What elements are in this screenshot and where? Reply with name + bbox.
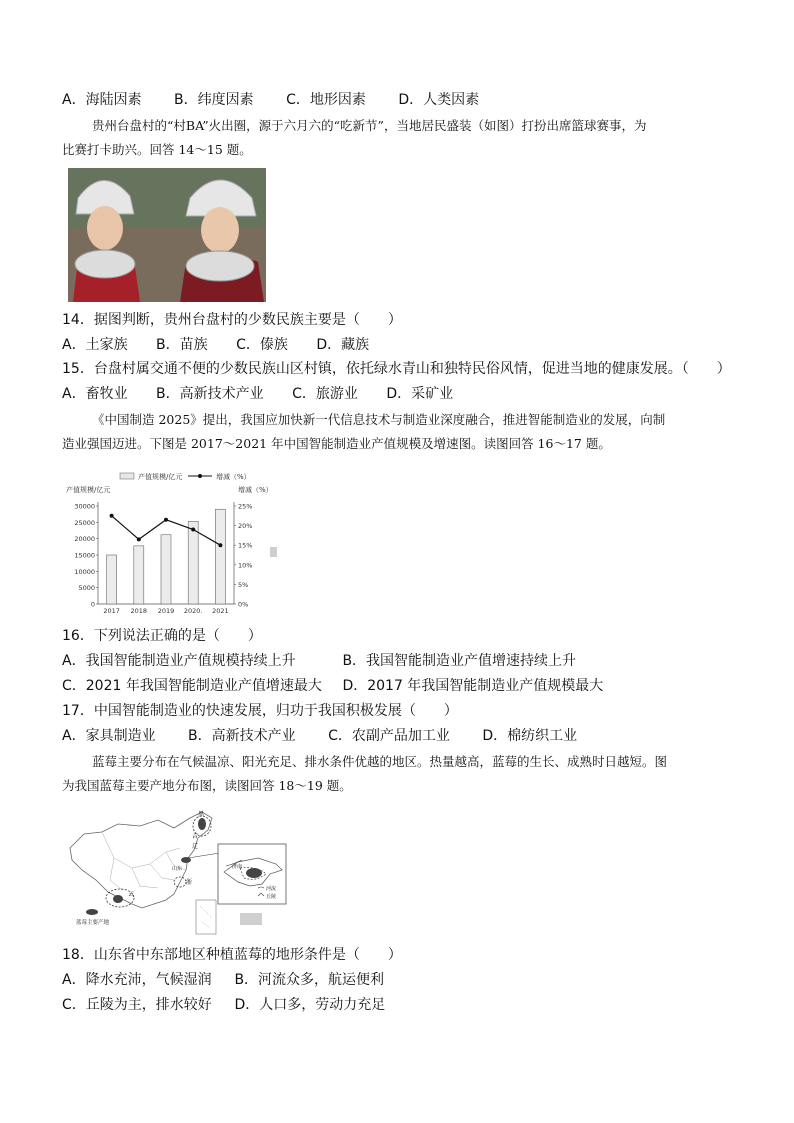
y2-tick-label: 20% [238, 522, 253, 531]
label-hei: 黑 [198, 811, 205, 818]
y-tick-label: 20000 [74, 535, 95, 544]
bar [215, 509, 225, 604]
y2-tick-label: 10% [238, 561, 253, 570]
ethnic-costume-illustration [68, 168, 266, 302]
legend-producing-area-swatch [86, 909, 98, 915]
q13-option-d: D．人类因素 [398, 92, 480, 108]
q17-option-d: D．棉纺织工业 [482, 728, 578, 744]
q15-stem: 15．台盘村属交通不便的少数民族山区村镇，依托绿水青山和独特民俗风情，促进当地的健康发展。（ ） [62, 361, 731, 377]
y-axis-title: 产值规模/亿元 [66, 486, 111, 494]
growth-point [137, 537, 141, 541]
legend-hill-label: 丘陵 [266, 894, 277, 900]
q13-option-a: A．海陆因素 [62, 92, 142, 108]
manufacturing-chart [62, 466, 282, 618]
q13-options [62, 90, 479, 110]
intro-14-15-line2: 比赛打卡助兴。回答 14～15 题。 [62, 142, 252, 157]
x-tick-label: 2017 [103, 607, 120, 615]
legend-river-label: 河流 [266, 886, 277, 892]
legend-producing-area-label: 蓝莓主要产地 [76, 920, 110, 926]
yunnan-area [113, 895, 123, 903]
q18-option-a: A．降水充沛，气候湿润 [62, 972, 212, 988]
x-tick-label: 2019 [157, 607, 175, 615]
shandong-producing-area [246, 868, 262, 878]
q16-option-a: A．我国智能制造业产值规模持续上升 [62, 653, 296, 669]
bar [107, 555, 117, 604]
x-tick-label: 2020. [183, 607, 203, 615]
q16-stem: 16．下列说法正确的是（ ） [62, 628, 262, 644]
bar [188, 521, 198, 604]
northeast-area [198, 818, 206, 830]
q18-option-d: D．人口多，劳动力充足 [234, 997, 386, 1013]
scan-artifact-2 [240, 913, 262, 925]
legend-bar-swatch [120, 473, 134, 479]
scan-artifact [270, 547, 277, 557]
y-tick-label: 25000 [74, 518, 95, 527]
q14-option-a: A．土家族 [62, 337, 128, 353]
q16-option-b: B．我国智能制造业产值增速持续上升 [342, 653, 577, 669]
q16-options-row1 [62, 651, 576, 671]
q15-option-c: C．旅游业 [292, 386, 358, 402]
q14-option-b: B．苗族 [156, 337, 208, 353]
bar [161, 535, 171, 604]
q16-option-d: D．2017 年我国智能制造业产值规模最大 [342, 678, 604, 694]
growth-point [218, 543, 222, 547]
q15-options [62, 384, 453, 404]
growth-point [110, 514, 114, 518]
label-zhe: 浙 [186, 879, 193, 886]
q14-option-d: D．藏族 [316, 337, 370, 353]
q18-stem: 18．山东省中东部地区种植蓝莓的地形条件是（ ） [62, 947, 402, 963]
label-ji: 吉 [192, 833, 199, 840]
y-tick-label: 30000 [74, 502, 95, 511]
label-jinan: 济南 [232, 864, 243, 870]
intro-18-19-line1: 蓝莓主要分布在气候温凉、阳光充足、排水条件优越的地区。热量越高，蓝莓的生长、成熟时日越短。图 [92, 754, 668, 769]
q14-stem: 14．据图判断，贵州台盘村的少数民族主要是（ ） [62, 312, 402, 328]
q17-option-a: A．家具制造业 [62, 728, 156, 744]
legend-line-dot [198, 474, 202, 478]
q17-option-b: B．高新技术产业 [188, 728, 296, 744]
intro-16-17-line1: 《中国制造 2025》提出，我国应加快新一代信息技术与制造业深度融合，推进智能制造业的发展，向制 [92, 412, 666, 427]
q14-option-c: C．傣族 [236, 337, 288, 353]
south-sea-inset [196, 900, 216, 934]
q18-option-c: C．丘陵为主，排水较好 [62, 997, 212, 1013]
q15-option-d: D．采矿业 [386, 386, 454, 402]
q18-option-b: B．河流众多，航运便利 [234, 972, 385, 988]
x-tick-label: 2021 [212, 607, 229, 615]
q16-option-c: C．2021 年我国智能制造业产值增速最大 [62, 678, 322, 694]
intro-14-15-line1: 贵州台盘村的“村BA”火出圈，源于六月六的“吃新节”，当地居民盛装（如图）打扮出席篮球赛事，为 [92, 118, 647, 133]
q13-option-c: C．地形因素 [286, 92, 366, 108]
y-tick-label: 10000 [74, 567, 95, 576]
q18-options-row2 [62, 995, 385, 1015]
q15-option-b: B．高新技术产业 [156, 386, 264, 402]
q13-option-b: B．纬度因素 [174, 92, 254, 108]
y2-tick-label: 15% [238, 541, 253, 550]
intro-16-17-line2: 造业强国迈进。下图是 2017～2021 年中国智能制造业产值规模及增速图。读图回答 16～17 题。 [62, 436, 611, 451]
q15-option-a: A．畜牧业 [62, 386, 128, 402]
y-tick-label: 0 [90, 600, 95, 609]
legend-bar-label: 产值规模/亿元 [138, 473, 183, 481]
y-tick-label: 15000 [74, 551, 95, 560]
x-tick-label: 2018 [130, 607, 148, 615]
label-liao: 辽 [192, 843, 199, 850]
q17-stem: 17．中国智能制造业的快速发展，归功于我国积极发展（ ） [62, 703, 458, 719]
intro-18-19-line2: 为我国蓝莓主要产地分布图，读图回答 18～19 题。 [62, 778, 352, 793]
q18-options-row1 [62, 970, 384, 990]
ethnic-costume-photo [68, 168, 266, 302]
chart-svg [62, 466, 282, 618]
y2-tick-label: 5% [238, 580, 249, 589]
y2-tick-label: 25% [238, 502, 253, 511]
q16-options-row2 [62, 676, 603, 696]
bar [134, 546, 144, 604]
y-tick-label: 5000 [78, 584, 95, 593]
y2-tick-label: 0% [238, 600, 249, 609]
q17-option-c: C．农副产品加工业 [328, 728, 450, 744]
growth-point [191, 528, 195, 532]
growth-point [164, 518, 168, 522]
q17-options [62, 726, 577, 746]
label-shandong: 山东 [172, 866, 183, 872]
label-yun: 云 [128, 891, 135, 898]
q14-options [62, 335, 369, 355]
y2-axis-title: 增减（%） [238, 486, 273, 494]
legend-line-label: 增减（%） [216, 473, 251, 481]
